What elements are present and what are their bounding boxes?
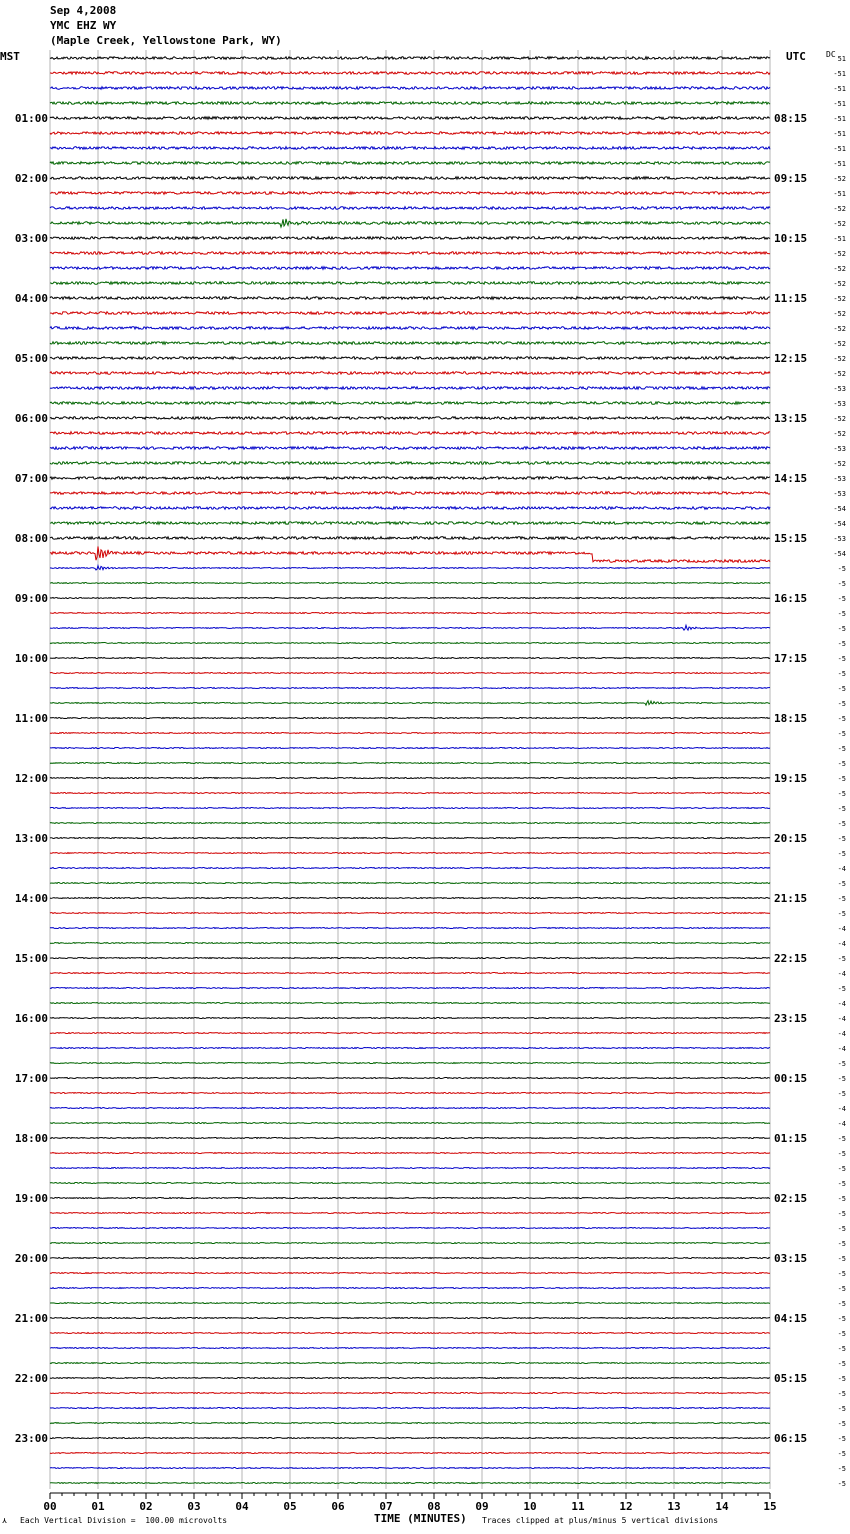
trace-row (50, 237, 770, 240)
right-hour-label: 11:15 (774, 292, 808, 305)
left-hour-label: 11:00 (14, 712, 48, 725)
trace-row (50, 1453, 770, 1454)
left-hour-label: 14:00 (14, 892, 48, 905)
x-axis-title: TIME (MINUTES) (374, 1512, 467, 1525)
dc-offset-label: -53 (833, 535, 846, 543)
trace-row (50, 838, 770, 839)
trace-row (50, 1468, 770, 1469)
left-hour-label: 03:00 (14, 232, 48, 245)
left-hour-label: 21:00 (14, 1312, 48, 1325)
dc-offset-label: -4 (837, 1015, 846, 1023)
dc-offset-label: -5 (837, 730, 846, 738)
dc-offset-label: -52 (833, 250, 846, 258)
left-hour-label: 04:00 (14, 292, 48, 305)
dc-offset-label: -5 (837, 1225, 846, 1233)
trace-row (50, 643, 770, 644)
trace-row (50, 147, 770, 150)
trace-row (50, 778, 770, 779)
dc-offset-label: -5 (837, 1330, 846, 1338)
trace-row (50, 1093, 770, 1094)
left-hour-label: 13:00 (14, 832, 48, 845)
dc-offset-label: -5 (837, 1150, 846, 1158)
dc-offset-label: -52 (833, 310, 846, 318)
dc-offset-label: -5 (837, 1195, 846, 1203)
x-tick-label: 12 (619, 1500, 633, 1513)
dc-offset-label: 51 (837, 55, 846, 63)
right-hour-label: 17:15 (774, 652, 808, 665)
trace-row (50, 1048, 770, 1049)
trace-row (50, 387, 770, 390)
dc-offset-label: -52 (833, 340, 846, 348)
trace-row (50, 883, 770, 884)
dc-offset-label: -5 (837, 1390, 846, 1398)
trace-row (50, 507, 770, 510)
trace-row (50, 417, 770, 420)
dc-offset-label: -52 (833, 205, 846, 213)
trace-row (50, 1378, 770, 1379)
left-hour-label: 12:00 (14, 772, 48, 785)
dc-offset-label: -5 (837, 775, 846, 783)
trace-row (50, 1303, 770, 1304)
dc-offset-label: -52 (833, 295, 846, 303)
dc-offset-label: -5 (837, 1345, 846, 1353)
dc-offset-label: -5 (837, 745, 846, 753)
dc-offset-label: -5 (837, 1270, 846, 1278)
trace-row (50, 718, 770, 719)
dc-offset-label: -5 (837, 1165, 846, 1173)
dc-offset-label: -51 (833, 85, 846, 93)
trace-row (50, 793, 770, 794)
left-timezone-label: MST (0, 50, 20, 63)
left-hour-label: 15:00 (14, 952, 48, 965)
dc-offset-label: -5 (837, 595, 846, 603)
x-tick-label: 02 (139, 1500, 153, 1513)
trace-row (50, 868, 770, 869)
trace-row (50, 1243, 770, 1244)
dc-offset-label: -52 (833, 430, 846, 438)
dc-offset-label: -5 (837, 985, 846, 993)
dc-offset-label: -5 (837, 1450, 846, 1458)
chart-date: Sep 4,2008 (50, 4, 117, 17)
dc-offset-label: -4 (837, 940, 846, 948)
left-hour-label: 19:00 (14, 1192, 48, 1205)
left-hour-label: 23:00 (14, 1432, 48, 1445)
dc-offset-label: -5 (837, 565, 846, 573)
trace-row (50, 192, 770, 195)
dc-offset-label: -5 (837, 1090, 846, 1098)
trace-row (50, 958, 770, 959)
right-hour-label: 04:15 (774, 1312, 808, 1325)
dc-offset-label: -5 (837, 835, 846, 843)
dc-offset-label: -5 (837, 685, 846, 693)
right-hour-label: 13:15 (774, 412, 808, 425)
left-hour-label: 17:00 (14, 1072, 48, 1085)
x-tick-label: 06 (331, 1500, 345, 1513)
trace-row (50, 1213, 770, 1214)
trace-row (50, 447, 770, 450)
dc-offset-label: -5 (837, 790, 846, 798)
dc-offset-header: DC (826, 50, 836, 59)
dc-offset-label: -4 (837, 865, 846, 873)
dc-offset-label: -5 (837, 640, 846, 648)
station-location: (Maple Creek, Yellowstone Park, WY) (50, 34, 282, 47)
trace-row (50, 657, 770, 658)
left-hour-label: 22:00 (14, 1372, 48, 1385)
trace-row (50, 688, 770, 689)
right-hour-label: 05:15 (774, 1372, 808, 1385)
scale-icon: ⋏ (2, 1516, 7, 1525)
x-tick-label: 01 (91, 1500, 105, 1513)
trace-row (50, 72, 770, 75)
dc-offset-label: -5 (837, 580, 846, 588)
trace-row (50, 1348, 770, 1349)
left-hour-label: 20:00 (14, 1252, 48, 1265)
dc-offset-label: -52 (833, 280, 846, 288)
trace-row (50, 297, 770, 300)
dc-offset-label: -52 (833, 460, 846, 468)
trace-row (50, 973, 770, 974)
dc-offset-label: -54 (833, 505, 846, 513)
trace-row (50, 1273, 770, 1274)
trace-row (50, 1033, 770, 1034)
trace-row (50, 1393, 770, 1394)
right-hour-label: 19:15 (774, 772, 808, 785)
dc-offset-label: -51 (833, 100, 846, 108)
trace-row (50, 763, 770, 764)
trace-row (50, 1018, 770, 1019)
trace-row (50, 252, 770, 255)
trace-row (50, 372, 770, 375)
dc-offset-label: -5 (837, 1210, 846, 1218)
dc-offset-label: -5 (837, 625, 846, 633)
dc-offset-label: -5 (837, 1135, 846, 1143)
dc-offset-label: -51 (833, 115, 846, 123)
trace-row (50, 546, 770, 562)
station-code: YMC EHZ WY (50, 19, 117, 32)
dc-offset-label: -51 (833, 130, 846, 138)
trace-row (50, 898, 770, 899)
right-hour-label: 15:15 (774, 532, 808, 545)
dc-offset-label: -53 (833, 445, 846, 453)
dc-offset-label: -53 (833, 400, 846, 408)
dc-offset-label: -5 (837, 700, 846, 708)
right-hour-label: 02:15 (774, 1192, 808, 1205)
trace-row (50, 928, 770, 929)
dc-offset-label: -52 (833, 325, 846, 333)
trace-row (50, 432, 770, 435)
trace-row (50, 823, 770, 824)
dc-offset-label: -5 (837, 880, 846, 888)
dc-offset-label: -5 (837, 1315, 846, 1323)
dc-offset-label: -5 (837, 1240, 846, 1248)
dc-offset-label: -5 (837, 655, 846, 663)
dc-offset-label: -52 (833, 355, 846, 363)
trace-row (50, 583, 770, 584)
dc-offset-label: -5 (837, 1255, 846, 1263)
trace-row (50, 566, 770, 570)
trace-row (50, 477, 770, 480)
dc-offset-label: -5 (837, 1375, 846, 1383)
right-hour-label: 12:15 (774, 352, 808, 365)
x-tick-label: 05 (283, 1500, 297, 1513)
right-hour-label: 00:15 (774, 1072, 808, 1085)
dc-offset-label: -4 (837, 1030, 846, 1038)
trace-row (50, 1138, 770, 1139)
dc-offset-label: -4 (837, 1120, 846, 1128)
dc-offset-label: -51 (833, 190, 846, 198)
trace-row (50, 1318, 770, 1319)
dc-offset-label: -53 (833, 385, 846, 393)
right-hour-label: 03:15 (774, 1252, 808, 1265)
x-tick-label: 08 (427, 1500, 441, 1513)
trace-row (50, 701, 770, 706)
trace-row (50, 1078, 770, 1079)
right-hour-label: 21:15 (774, 892, 808, 905)
trace-row (50, 1258, 770, 1259)
trace-row (50, 748, 770, 749)
dc-offset-label: -5 (837, 670, 846, 678)
trace-row (50, 1423, 770, 1424)
dc-offset-label: -5 (837, 1180, 846, 1188)
trace-row (50, 342, 770, 345)
dc-offset-label: -5 (837, 1465, 846, 1473)
trace-row (50, 808, 770, 809)
left-hour-label: 16:00 (14, 1012, 48, 1025)
x-tick-label: 04 (235, 1500, 249, 1513)
dc-offset-label: -4 (837, 1045, 846, 1053)
right-hour-label: 20:15 (774, 832, 808, 845)
trace-row (50, 132, 770, 135)
trace-row (50, 57, 770, 60)
trace-row (50, 357, 770, 360)
trace-row (50, 162, 770, 165)
trace-row (50, 625, 770, 630)
right-hour-label: 14:15 (774, 472, 808, 485)
trace-row (50, 1183, 770, 1184)
trace-row (50, 1408, 770, 1409)
dc-offset-label: -5 (837, 1420, 846, 1428)
dc-offset-label: -5 (837, 895, 846, 903)
dc-offset-label: -5 (837, 1435, 846, 1443)
trace-row (50, 1168, 770, 1169)
right-hour-label: 18:15 (774, 712, 808, 725)
right-hour-label: 01:15 (774, 1132, 808, 1145)
dc-offset-label: -5 (837, 1075, 846, 1083)
dc-offset-label: -51 (833, 235, 846, 243)
dc-offset-label: -5 (837, 760, 846, 768)
x-tick-label: 00 (43, 1500, 57, 1513)
right-hour-label: 06:15 (774, 1432, 808, 1445)
trace-row (50, 327, 770, 330)
trace-row (50, 219, 770, 227)
left-hour-label: 06:00 (14, 412, 48, 425)
x-tick-label: 13 (667, 1500, 681, 1513)
x-tick-label: 14 (715, 1500, 729, 1513)
trace-row (50, 1438, 770, 1439)
left-hour-label: 02:00 (14, 172, 48, 185)
trace-row (50, 673, 770, 674)
dc-offset-label: -4 (837, 970, 846, 978)
trace-row (50, 913, 770, 914)
clip-note: Traces clipped at plus/minus 5 vertical divisions (482, 1516, 719, 1525)
dc-offset-label: -51 (833, 70, 846, 78)
right-timezone-label: UTC (786, 50, 806, 63)
right-hour-label: 22:15 (774, 952, 808, 965)
trace-row (50, 87, 770, 90)
trace-row (50, 1228, 770, 1229)
left-hour-label: 05:00 (14, 352, 48, 365)
trace-row (50, 598, 770, 599)
dc-offset-label: -52 (833, 175, 846, 183)
left-hour-label: 09:00 (14, 592, 48, 605)
x-tick-label: 15 (763, 1500, 777, 1513)
trace-row (50, 282, 770, 285)
dc-offset-label: -54 (833, 520, 846, 528)
left-hour-label: 01:00 (14, 112, 48, 125)
right-hour-label: 23:15 (774, 1012, 808, 1025)
trace-row (50, 102, 770, 105)
trace-row (50, 1123, 770, 1124)
trace-row (50, 267, 770, 270)
dc-offset-label: -5 (837, 850, 846, 858)
right-hour-label: 08:15 (774, 112, 808, 125)
trace-row (50, 1363, 770, 1364)
trace-row (50, 988, 770, 989)
dc-offset-label: -52 (833, 415, 846, 423)
trace-row (50, 462, 770, 465)
trace-row (50, 1483, 770, 1484)
trace-row (50, 207, 770, 210)
dc-offset-label: -51 (833, 145, 846, 153)
dc-offset-label: -53 (833, 475, 846, 483)
dc-offset-label: -5 (837, 715, 846, 723)
dc-offset-label: -5 (837, 1405, 846, 1413)
left-hour-label: 07:00 (14, 472, 48, 485)
left-hour-label: 18:00 (14, 1132, 48, 1145)
dc-offset-label: -5 (837, 910, 846, 918)
trace-row (50, 522, 770, 525)
dc-offset-label: -5 (837, 955, 846, 963)
trace-row (50, 1003, 770, 1004)
dc-offset-label: -5 (837, 820, 846, 828)
dc-offset-label: -52 (833, 370, 846, 378)
trace-row (50, 1153, 770, 1154)
x-tick-label: 11 (571, 1500, 585, 1513)
dc-offset-label: -51 (833, 160, 846, 168)
trace-row (50, 117, 770, 120)
trace-row (50, 1108, 770, 1109)
x-tick-label: 09 (475, 1500, 489, 1513)
trace-row (50, 733, 770, 734)
dc-offset-label: -52 (833, 265, 846, 273)
dc-offset-label: -5 (837, 1300, 846, 1308)
trace-row (50, 402, 770, 405)
trace-row (50, 492, 770, 495)
dc-offset-label: -5 (837, 1480, 846, 1488)
x-tick-label: 03 (187, 1500, 201, 1513)
trace-row (50, 177, 770, 180)
dc-offset-label: -5 (837, 1285, 846, 1293)
trace-row (50, 1333, 770, 1334)
dc-offset-label: -53 (833, 490, 846, 498)
dc-offset-label: -5 (837, 610, 846, 618)
right-hour-label: 09:15 (774, 172, 808, 185)
x-tick-label: 10 (523, 1500, 537, 1513)
left-hour-label: 08:00 (14, 532, 48, 545)
trace-row (50, 1063, 770, 1064)
trace-row (50, 613, 770, 614)
left-hour-label: 10:00 (14, 652, 48, 665)
dc-offset-label: -4 (837, 925, 846, 933)
trace-row (50, 312, 770, 315)
vertical-division-note: Each Vertical Division = 100.00 microvolts (20, 1516, 228, 1525)
trace-row (50, 853, 770, 854)
trace-row (50, 1198, 770, 1199)
dc-offset-label: -4 (837, 1000, 846, 1008)
trace-row (50, 943, 770, 944)
dc-offset-label: -54 (833, 550, 846, 558)
dc-offset-label: -4 (837, 1105, 846, 1113)
dc-offset-label: -5 (837, 805, 846, 813)
dc-offset-label: -5 (837, 1060, 846, 1068)
dc-offset-label: -5 (837, 1360, 846, 1368)
x-tick-label: 07 (379, 1500, 393, 1513)
dc-offset-label: -52 (833, 220, 846, 228)
right-hour-label: 10:15 (774, 232, 808, 245)
trace-row (50, 1288, 770, 1289)
right-hour-label: 16:15 (774, 592, 808, 605)
trace-row (50, 537, 770, 540)
